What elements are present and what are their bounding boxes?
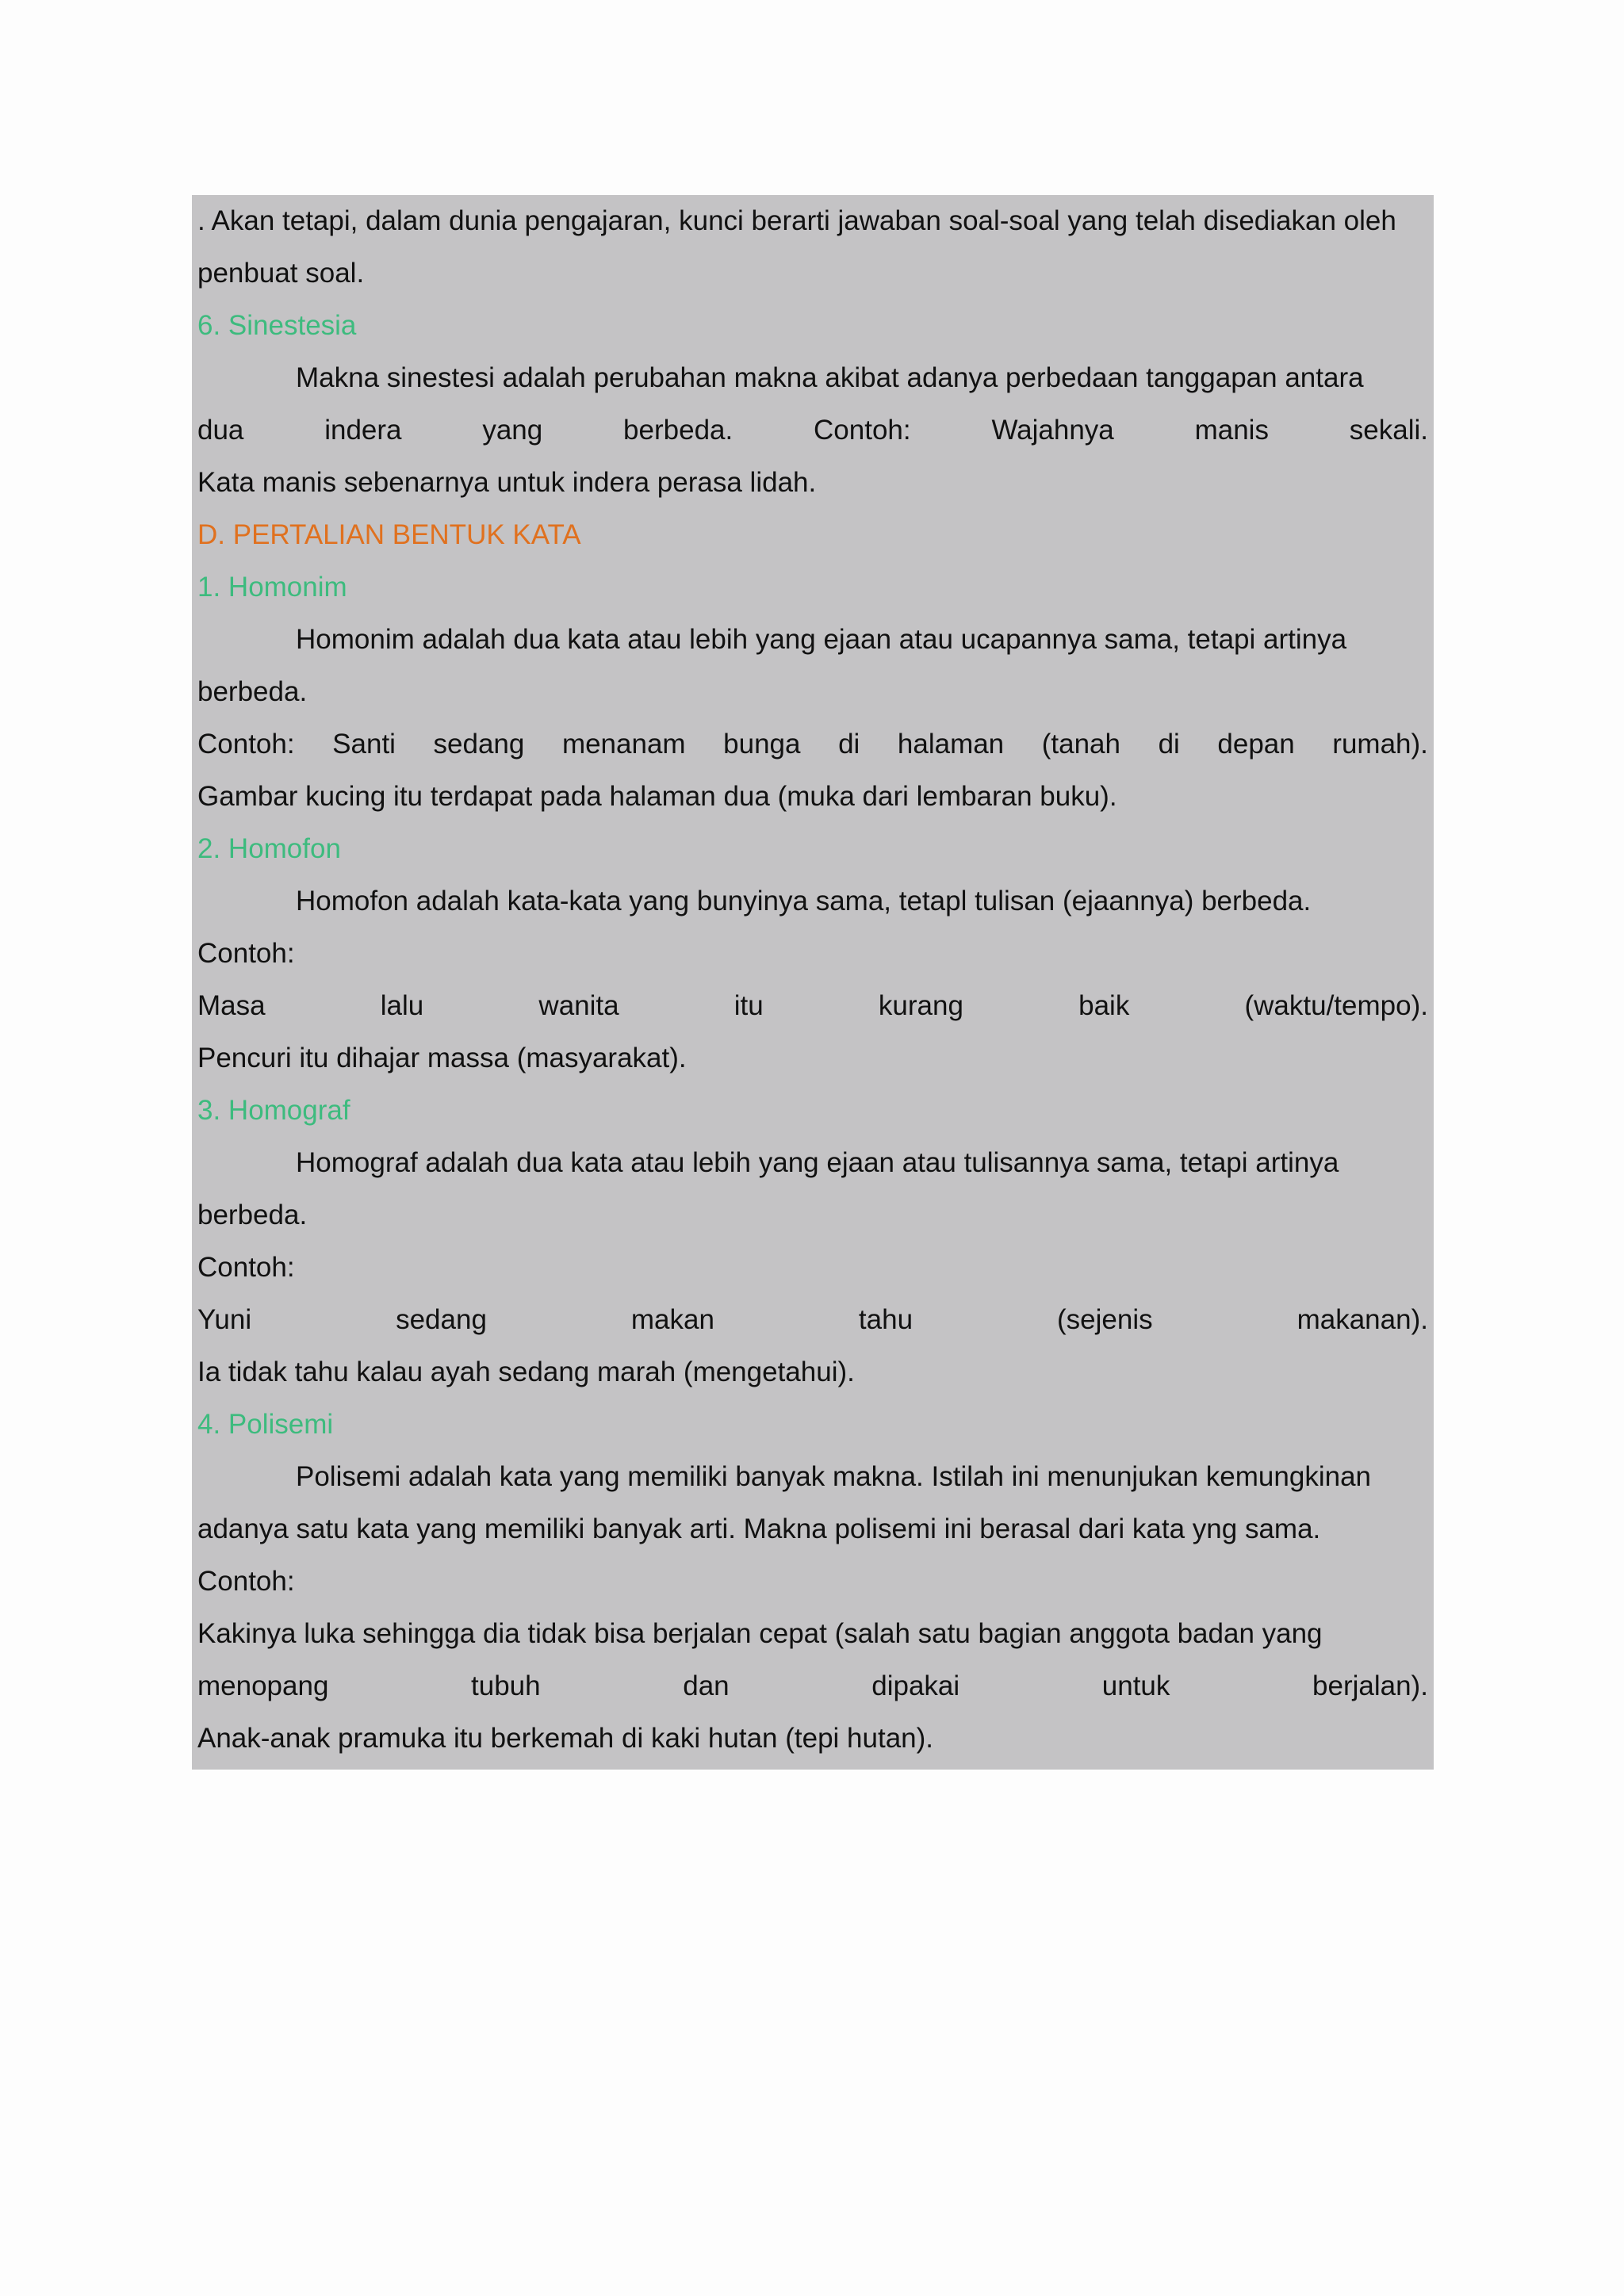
paragraph-line: . Akan tetapi, dalam dunia pengajaran, kunci berarti jawaban soal-soal yang telah disediakan oleh [197,205,1396,236]
paragraph-line: Kakinya luka sehingga dia tidak bisa berjalan cepat (salah satu bagian anggota badan yang [197,1618,1323,1649]
paragraph-line: Anak-anak pramuka itu berkemah di kaki hutan (tepi hutan). [197,1723,934,1754]
paragraph-line: Kata manis sebenarnya untuk indera perasa lidah. [197,467,817,498]
paragraph-line: Contoh: [197,1566,295,1597]
paragraph-line: adanya satu kata yang memiliki banyak arti. Makna polisemi ini berasal dari kata yng sama. [197,1513,1321,1544]
paragraph-line: dua indera yang berbeda. Contoh: Wajahnya manis sekali. [197,415,1428,446]
paragraph-line: Makna sinestesi adalah perubahan makna akibat adanya perbedaan tanggapan antara [296,362,1364,393]
paragraph-line: Pencuri itu dihajar massa (masyarakat). [197,1043,687,1073]
section-heading-pertalian: D. PERTALIAN BENTUK KATA [197,519,581,550]
heading-homofon: 2. Homofon [197,833,341,864]
shaded-text-block [192,195,1434,1770]
paragraph-line: berbeda. [197,676,308,707]
paragraph-line: Homograf adalah dua kata atau lebih yang ejaan atau tulisannya sama, tetapi artinya [296,1147,1339,1178]
paragraph-line: Homofon adalah kata-kata yang bunyinya sama, tetapl tulisan (ejaannya) berbeda. [296,886,1312,916]
paragraph-line: Masa lalu wanita itu kurang baik (waktu/tempo). [197,990,1428,1021]
heading-homonim: 1. Homonim [197,572,347,603]
paragraph-line: Contoh: [197,1252,295,1283]
paragraph-line: Homonim adalah dua kata atau lebih yang ejaan atau ucapannya sama, tetapi artinya [296,624,1347,655]
paragraph-line: Gambar kucing itu terdapat pada halaman dua (muka dari lembaran buku). [197,781,1117,812]
heading-homograf: 3. Homograf [197,1095,350,1126]
heading-sinestesia: 6. Sinestesia [197,310,357,341]
paragraph-line: Polisemi adalah kata yang memiliki banyak makna. Istilah ini menunjukan kemungkinan [296,1461,1371,1492]
heading-polisemi: 4. Polisemi [197,1409,334,1440]
paragraph-line: Contoh: Santi sedang menanam bunga di halaman (tanah di depan rumah). [197,729,1428,760]
paragraph-line: menopang tubuh dan dipakai untuk berjalan). [197,1670,1428,1701]
paragraph-line: penbuat soal. [197,258,365,289]
paragraph-line: berbeda. [197,1200,308,1230]
paragraph-line: Yuni sedang makan tahu (sejenis makanan). [197,1304,1428,1335]
paragraph-line: Contoh: [197,938,295,969]
paragraph-line: Ia tidak tahu kalau ayah sedang marah (mengetahui). [197,1357,855,1387]
